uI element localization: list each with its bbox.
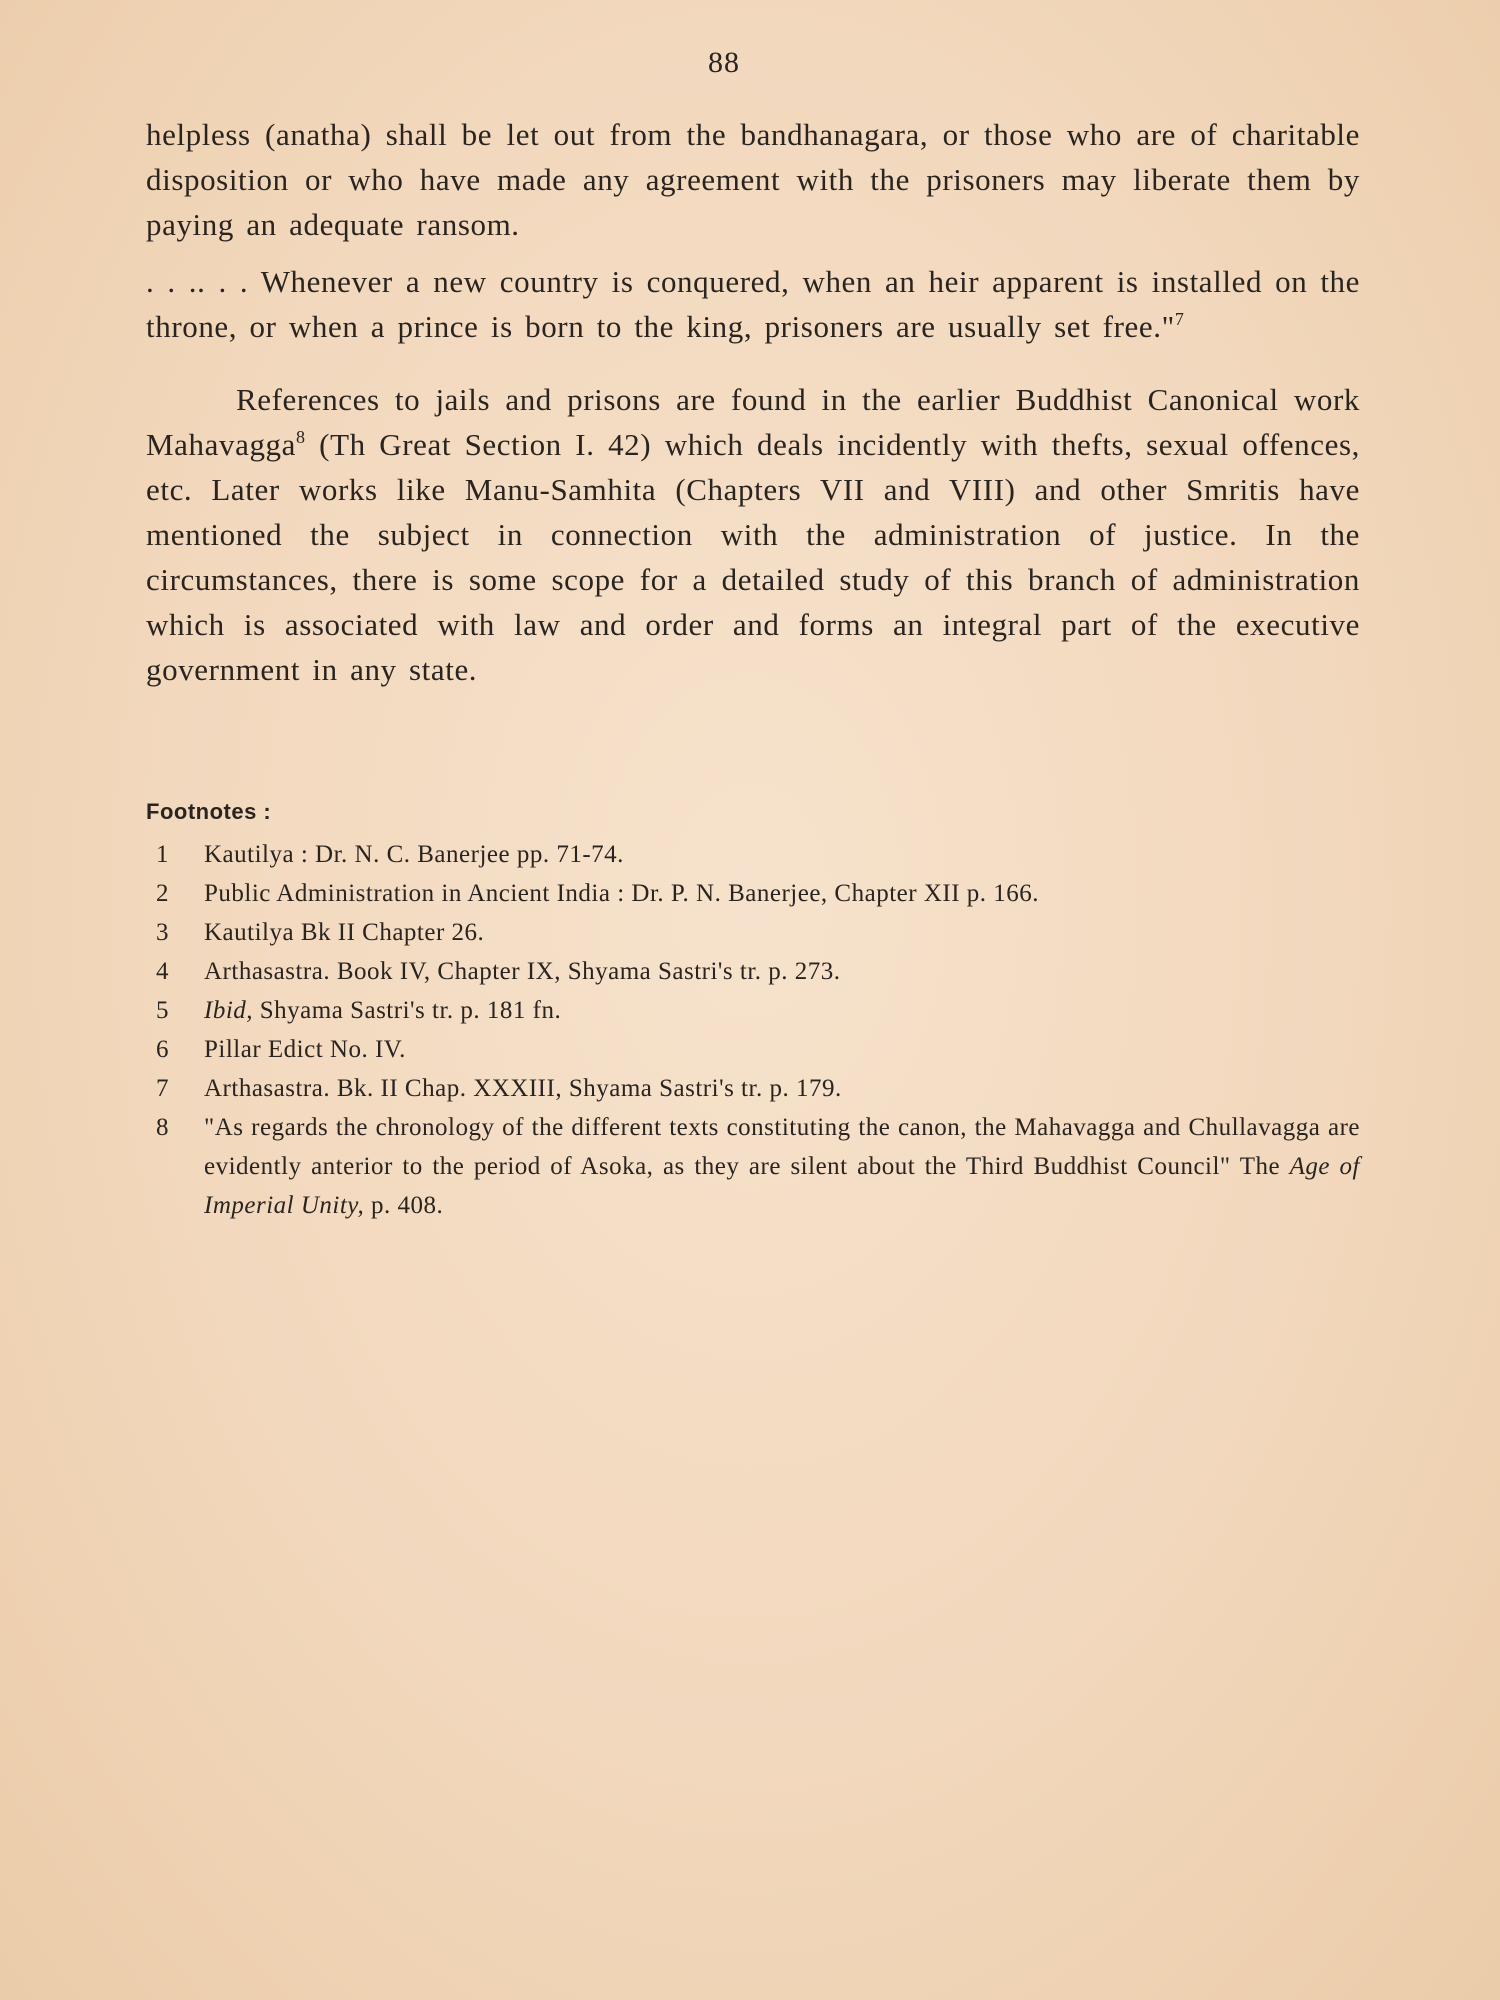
footnote-text — [204, 1108, 1360, 1225]
footnote-italic-title: Age of Imperial Unity, — [204, 1153, 1360, 1219]
footnote-number: 7 — [156, 1075, 169, 1102]
footnote-ref-7: 7 — [1174, 309, 1185, 329]
paragraph-3-text-b: (Th Great Section I. 42) which deals incidently with thefts, sexual offences, etc. Later works like Manu-Samhita (Chapters VII and VIII) and other Smritis have mentioned the subject in connection with the administration of justice. In the circumstances, there is some scope for a detailed study of this branch of administration which is associated with law and order and forms an integral part of the executive government in any state. — [146, 427, 1360, 687]
paragraph-3-text-a: References to jails and prisons are found in the earlier Buddhist Canonical work Mahavagga — [146, 382, 1360, 462]
page-number: 88 — [708, 46, 740, 79]
footnote-text-end: p. 408. — [364, 1192, 444, 1219]
footnote-number: 1 — [156, 841, 169, 868]
footnote-2 — [146, 874, 1360, 913]
footnote-text: Kautilya Bk II Chapter 26. — [204, 919, 485, 946]
paragraph-1: helpless (anatha) shall be let out from the bandhanagara, or those who are of charitable disposition or who have made any agreement with the prisoners may liberate them by paying an adequate ransom. — [146, 117, 1360, 242]
footnote-text: Kautilya : Dr. N. C. Banerjee pp. 71-74. — [204, 841, 624, 868]
paragraph-3 — [146, 377, 1360, 692]
footnote-5 — [146, 991, 1360, 1030]
paragraph-2-text: . . .. . . Whenever a new country is conquered, when an heir apparent is installed on the throne, or when a prince is born to the king, prisoners are usually set free." — [146, 264, 1360, 344]
paragraph-2 — [146, 259, 1360, 349]
footnote-4 — [146, 952, 1360, 991]
footnotes-section — [146, 792, 1360, 1225]
footnote-text: Pillar Edict No. IV. — [204, 1036, 406, 1063]
footnote-text — [204, 991, 1360, 1030]
footnote-number: 3 — [156, 919, 169, 946]
footnote-ref-8: 8 — [296, 427, 306, 447]
footnotes-title: Footnotes : — [146, 799, 272, 824]
footnote-text-start: "As regards the chronology of the different texts constituting the canon, the Mahavagga and Chullavagga are evidently anterior to the period of Asoka, as they are silent about the Third Buddhist Council" The — [204, 1114, 1360, 1180]
footnote-number: 2 — [156, 880, 169, 907]
footnote-number: 6 — [156, 1036, 169, 1063]
footnote-6 — [146, 1030, 1360, 1069]
footnote-text: Arthasastra. Bk. II Chap. XXXIII, Shyama Sastri's tr. p. 179. — [204, 1075, 842, 1102]
footnote-number: 4 — [156, 958, 169, 985]
footnote-1 — [146, 835, 1360, 874]
footnote-text: Arthasastra. Book IV, Chapter IX, Shyama Sastri's tr. p. 273. — [204, 958, 841, 985]
footnote-3 — [146, 913, 1360, 952]
footnote-7 — [146, 1069, 1360, 1108]
body-text — [146, 112, 1360, 692]
footnote-text-rest: Shyama Sastri's tr. p. 181 fn. — [253, 997, 562, 1024]
footnote-italic: Ibid, — [204, 997, 254, 1024]
footnote-number: 5 — [156, 997, 169, 1024]
footnote-number: 8 — [156, 1114, 169, 1141]
footnote-8 — [146, 1108, 1360, 1225]
footnote-text: Public Administration in Ancient India : Dr. P. N. Banerjee, Chapter XII p. 166. — [204, 880, 1040, 907]
